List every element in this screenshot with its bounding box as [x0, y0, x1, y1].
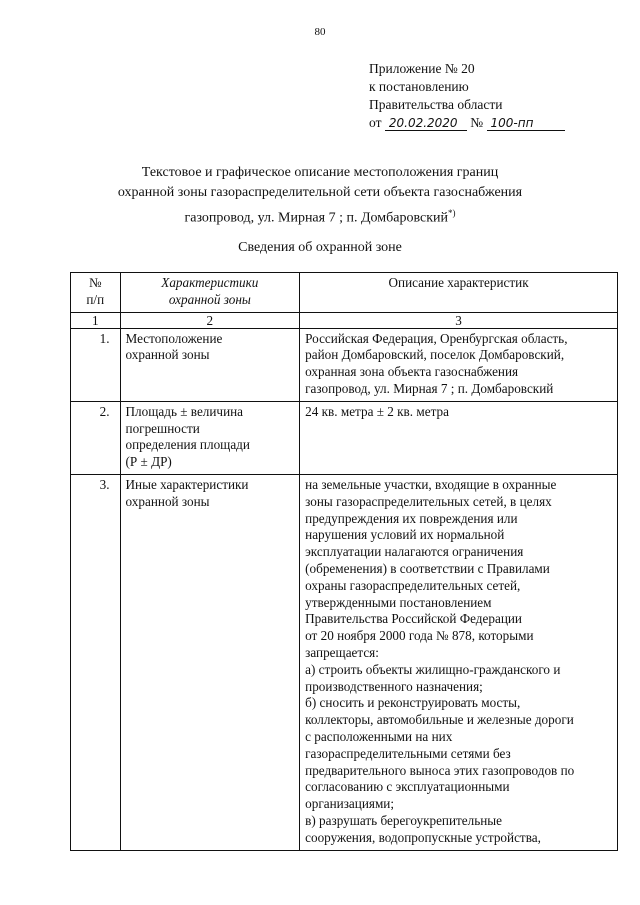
- text-line: Иные характеристики: [125, 476, 249, 492]
- header-number: [71, 273, 121, 313]
- text-line: зоны газораспределительных сетей, в целях: [305, 493, 552, 509]
- row-characteristic: [120, 474, 300, 850]
- document-title: [60, 163, 580, 229]
- row-description: [300, 474, 618, 850]
- appendix-line-2: к постановлению: [369, 79, 469, 94]
- text-line: Российская Федерация, Оренбургская область,: [305, 330, 568, 346]
- appendix-line-1: Приложение № 20: [369, 61, 475, 76]
- header-characteristics-line-1: Характеристики: [161, 275, 259, 290]
- column-number: 2: [120, 312, 300, 328]
- text-line: согласованию с эксплуатационными: [305, 779, 510, 795]
- row-number: 3.: [71, 474, 121, 850]
- text-line: погрешности: [125, 420, 200, 436]
- text-line: газораспределительными сетями без: [305, 745, 511, 761]
- header-description: Описание характеристик: [300, 273, 618, 313]
- handwritten-number: 100-пп: [487, 116, 565, 131]
- number-prefix: №: [470, 115, 484, 130]
- text-line: в) разрушать берегоукрепительные: [305, 812, 503, 828]
- text-line: коллекторы, автомобильные и железные дороги: [305, 712, 574, 728]
- text-line: определения площади: [125, 437, 250, 453]
- section-subtitle: Сведения об охранной зоне: [238, 240, 402, 255]
- row-description: [300, 328, 618, 401]
- handwritten-date: 20.02.2020: [385, 116, 467, 131]
- row-characteristic: [120, 328, 300, 401]
- appendix-line-3: Правительства области: [369, 97, 503, 112]
- header-characteristics-line-2: охранной зоны: [168, 291, 251, 307]
- column-number: 1: [71, 312, 121, 328]
- row-number: 2.: [71, 401, 121, 474]
- text-line: с расположенными на них: [305, 728, 453, 744]
- appendix-date-line: [369, 114, 619, 132]
- text-line: Местоположение: [125, 330, 223, 346]
- text-line: (обременения) в соответствии с Правилами: [305, 560, 550, 576]
- text-line: запрещается:: [305, 644, 379, 660]
- header-number-line-2: п/п: [86, 291, 105, 307]
- text-line: от 20 ноября 2000 года № 878, которыми: [305, 628, 534, 644]
- column-numbering-row: [71, 312, 618, 328]
- zone-info-table: [70, 272, 618, 851]
- text-line: организациями;: [305, 796, 395, 812]
- text-line: охранной зоны: [125, 347, 210, 363]
- appendix-block: [369, 60, 619, 132]
- title-line-1: Текстовое и графическое описание местоположения границ: [141, 165, 499, 180]
- column-number: 3: [300, 312, 618, 328]
- text-line: б) сносить и реконструировать мосты,: [305, 695, 521, 711]
- text-line: Площадь ± величина: [125, 403, 244, 419]
- page-number: 80: [314, 26, 326, 38]
- footnote-mark: *): [447, 208, 456, 218]
- text-line: охранная зона объекта газоснабжения: [305, 364, 519, 380]
- table-row: [71, 474, 618, 850]
- text-line: утвержденными постановлением: [305, 594, 492, 610]
- text-line: сооружения, водопропускные устройства,: [305, 829, 541, 845]
- date-prefix: от: [369, 115, 382, 130]
- text-line: район Домбаровский, поселок Домбаровский,: [305, 347, 565, 363]
- text-line: (Р ± ДР): [125, 454, 172, 470]
- title-line-3-text: газопровод, ул. Мирная 7 ; п. Домбаровский: [184, 210, 448, 226]
- row-description: [300, 401, 618, 474]
- text-line: эксплуатации налагаются ограничения: [305, 544, 524, 560]
- text-line: охраны газораспределительных сетей,: [305, 577, 521, 593]
- text-line: предварительного выноса этих газопроводов по: [305, 762, 575, 778]
- row-characteristic: [120, 401, 300, 474]
- header-number-line-1: №: [88, 275, 102, 290]
- title-line-3: [60, 203, 580, 229]
- title-line-2: охранной зоны газораспределительной сети объекта газоснабжения: [117, 185, 523, 200]
- table-row: [71, 401, 618, 474]
- header-characteristics: [120, 273, 300, 313]
- text-line: нарушения условий их нормальной: [305, 527, 505, 543]
- text-line: на земельные участки, входящие в охранные: [305, 476, 557, 492]
- table-row: [71, 328, 618, 401]
- text-line: производственного назначения;: [305, 678, 483, 694]
- row-number: 1.: [71, 328, 121, 401]
- text-line: предупреждения их повреждения или: [305, 510, 518, 526]
- text-line: Правительства Российской Федерации: [305, 611, 522, 627]
- text-line: а) строить объекты жилищно-гражданского и: [305, 661, 561, 677]
- table-header-row: [71, 273, 618, 313]
- text-line: газопровод, ул. Мирная 7 ; п. Домбаровский: [305, 380, 554, 396]
- text-line: охранной зоны: [125, 493, 210, 509]
- text-line: 24 кв. метра ± 2 кв. метра: [305, 403, 449, 419]
